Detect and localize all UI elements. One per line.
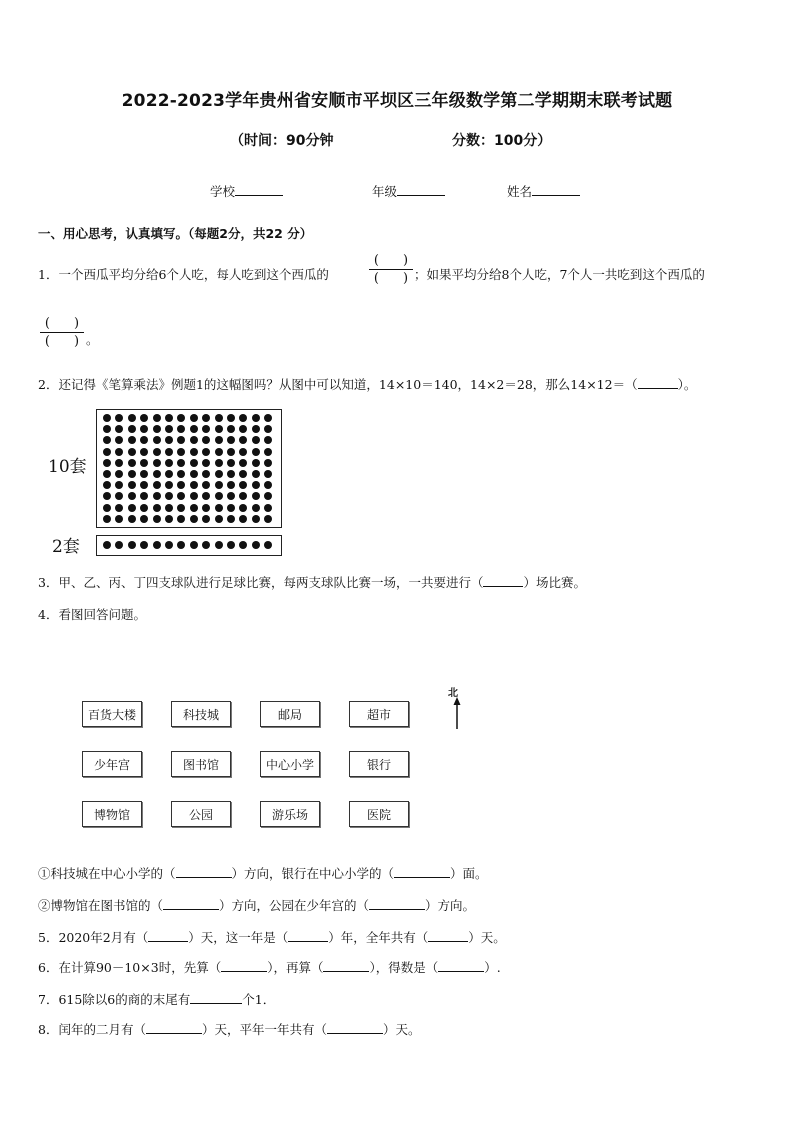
- dot: [215, 414, 223, 422]
- answer-blank[interactable]: [483, 574, 523, 587]
- north-arrow-icon: [452, 697, 462, 731]
- dot: [140, 515, 148, 523]
- dot: [103, 504, 111, 512]
- dot: [140, 470, 148, 478]
- dot: [115, 459, 123, 467]
- dot: [215, 504, 223, 512]
- dot: [128, 481, 136, 489]
- question-3-end: ）场比赛。: [523, 575, 586, 590]
- name-blank[interactable]: [532, 183, 580, 196]
- dot: [128, 492, 136, 500]
- dot: [103, 541, 111, 549]
- answer-blank[interactable]: [190, 991, 242, 1004]
- dot: [140, 414, 148, 422]
- dot: [140, 541, 148, 549]
- dot: [215, 459, 223, 467]
- dot: [165, 541, 173, 549]
- dot: [190, 414, 198, 422]
- name-label: 姓名: [507, 184, 533, 199]
- dot: [264, 481, 272, 489]
- dot: [140, 448, 148, 456]
- text: ）年，全年共有（: [328, 930, 429, 945]
- dot: [227, 504, 235, 512]
- question-8: [38, 1020, 421, 1038]
- dot: [115, 515, 123, 523]
- school-label: 学校: [210, 184, 236, 199]
- dot: [190, 448, 198, 456]
- map-location: 游乐场: [260, 801, 320, 827]
- question-4-sub-1: [38, 864, 488, 882]
- dot: [103, 492, 111, 500]
- text: ）.: [484, 960, 501, 975]
- dot: [264, 459, 272, 467]
- dot: [153, 459, 161, 467]
- dot: [153, 414, 161, 422]
- dot: [165, 448, 173, 456]
- text: 8．闰年的二月有（: [38, 1022, 146, 1037]
- dot: [103, 459, 111, 467]
- question-2-text: 2．还记得《笔算乘法》例题1的这幅图吗？从图中可以知道，14×10＝140，14×2＝28，那么14×12＝（: [38, 377, 638, 392]
- dot: [153, 425, 161, 433]
- dot: [227, 492, 235, 500]
- dot: [202, 470, 210, 478]
- dot: [215, 436, 223, 444]
- dot: [252, 425, 260, 433]
- dot: [103, 436, 111, 444]
- dot: [177, 436, 185, 444]
- dot: [215, 492, 223, 500]
- question-1-part2: ；如果平均分给8个人吃，7个人一共吃到这个西瓜的: [414, 267, 705, 282]
- dot: [190, 481, 198, 489]
- dot: [227, 541, 235, 549]
- dot: [252, 541, 260, 549]
- answer-blank[interactable]: [327, 1021, 383, 1034]
- dot: [128, 504, 136, 512]
- question-4-sub-2: [38, 896, 475, 914]
- map-location: 医院: [349, 801, 409, 827]
- dot: [177, 425, 185, 433]
- dot: [202, 425, 210, 433]
- dot: [227, 515, 235, 523]
- dot: [153, 436, 161, 444]
- grade-label: 年级: [372, 184, 398, 199]
- fraction-answer-1[interactable]: [369, 252, 413, 287]
- text: ）面。: [450, 866, 488, 881]
- dot: [239, 492, 247, 500]
- dot: [215, 515, 223, 523]
- dot: [128, 414, 136, 422]
- dot: [190, 436, 198, 444]
- dot: [227, 448, 235, 456]
- dot: [177, 504, 185, 512]
- dot-grid: [103, 541, 276, 552]
- dot: [177, 414, 185, 422]
- dot: [190, 504, 198, 512]
- question-2-end: ）。: [677, 377, 697, 392]
- dot: [190, 425, 198, 433]
- dot-array-10-rows: [96, 409, 282, 528]
- dot: [115, 470, 123, 478]
- dot: [227, 481, 235, 489]
- dot: [202, 448, 210, 456]
- dot: [227, 470, 235, 478]
- dot: [239, 448, 247, 456]
- dot: [215, 541, 223, 549]
- dot: [190, 459, 198, 467]
- dot: [239, 459, 247, 467]
- dot: [239, 481, 247, 489]
- dot: [202, 481, 210, 489]
- dot: [140, 492, 148, 500]
- grade-field: [372, 182, 445, 200]
- dot: [153, 541, 161, 549]
- dot: [165, 414, 173, 422]
- dot: [177, 492, 185, 500]
- question-1-end: 。: [86, 332, 99, 347]
- dot: [177, 481, 185, 489]
- dot: [115, 448, 123, 456]
- page-title: 2022-2023学年贵州省安顺市平坝区三年级数学第二学期期末联考试题: [121, 91, 673, 111]
- dot: [264, 541, 272, 549]
- dot: [190, 515, 198, 523]
- text: ），再算（: [267, 960, 324, 975]
- text: ）天。: [382, 1022, 421, 1037]
- map-location: 中心小学: [260, 751, 320, 777]
- dot: [239, 470, 247, 478]
- text: ）方向。: [425, 898, 476, 913]
- dot: [128, 515, 136, 523]
- dot: [103, 448, 111, 456]
- text: ）天，平年一年共有（: [201, 1022, 327, 1037]
- dot: [264, 504, 272, 512]
- map-location: 图书馆: [171, 751, 231, 777]
- map-location: 超市: [349, 701, 409, 727]
- dot: [165, 436, 173, 444]
- label-2-sets: 2套: [52, 537, 80, 557]
- question-3: [38, 573, 586, 591]
- text: ②博物馆在图书馆的（: [38, 898, 164, 913]
- dot: [264, 515, 272, 523]
- text: 7．615除以6的商的末尾有: [38, 992, 191, 1007]
- school-blank[interactable]: [235, 183, 283, 196]
- fraction-numerator: ( ): [369, 252, 413, 270]
- dot: [252, 470, 260, 478]
- dot: [165, 470, 173, 478]
- dot: [165, 459, 173, 467]
- dot: [215, 425, 223, 433]
- dot: [202, 541, 210, 549]
- text: 6．在计算90－10×3时，先算（: [38, 960, 222, 975]
- dot: [128, 448, 136, 456]
- dot: [140, 504, 148, 512]
- dot: [165, 515, 173, 523]
- dot: [227, 414, 235, 422]
- dot: [264, 470, 272, 478]
- name-field: [507, 182, 580, 200]
- grade-blank[interactable]: [397, 183, 445, 196]
- question-5: [38, 928, 506, 946]
- text: ）天。: [468, 930, 506, 945]
- answer-blank[interactable]: [394, 865, 450, 878]
- dot: [202, 414, 210, 422]
- dot: [252, 448, 260, 456]
- dot: [153, 515, 161, 523]
- answer-blank[interactable]: [288, 929, 328, 942]
- dot: [239, 425, 247, 433]
- dot: [202, 504, 210, 512]
- answer-blank[interactable]: [163, 897, 219, 910]
- dot: [103, 425, 111, 433]
- dot: [128, 459, 136, 467]
- map-location: 邮局: [260, 701, 320, 727]
- map-location: 公园: [171, 801, 231, 827]
- dot: [128, 541, 136, 549]
- dot: [252, 459, 260, 467]
- dot: [115, 414, 123, 422]
- label-10-sets: 10套: [48, 457, 87, 477]
- dot-grid: [103, 414, 276, 526]
- dot: [115, 436, 123, 444]
- question-7: [38, 990, 275, 1008]
- dot: [252, 504, 260, 512]
- dot: [264, 414, 272, 422]
- dot: [239, 414, 247, 422]
- dot: [140, 436, 148, 444]
- answer-blank[interactable]: [148, 929, 188, 942]
- fraction-denominator: ( ): [44, 334, 80, 349]
- dot: [215, 470, 223, 478]
- answer-blank[interactable]: [323, 959, 369, 972]
- dot: [202, 515, 210, 523]
- dot: [103, 481, 111, 489]
- exam-time: （时间：90分钟: [230, 133, 334, 149]
- dot: [165, 481, 173, 489]
- answer-blank[interactable]: [428, 929, 468, 942]
- fraction-denominator: ( ): [373, 271, 409, 286]
- question-3-text: 3．甲、乙、丙、丁四支球队进行足球比赛，每两支球队比赛一场，一共要进行（: [38, 575, 484, 590]
- dot: [190, 541, 198, 549]
- dot: [153, 481, 161, 489]
- dot: [140, 459, 148, 467]
- dot: [227, 436, 235, 444]
- section-heading: 一、用心思考，认真填写。（每题2分，共22 分）: [38, 226, 313, 241]
- exam-score: 分数：100分）: [452, 133, 552, 149]
- fraction-answer-2[interactable]: [40, 315, 84, 350]
- dot: [103, 470, 111, 478]
- dot: [103, 414, 111, 422]
- dot: [227, 425, 235, 433]
- dot: [239, 515, 247, 523]
- dot: [252, 414, 260, 422]
- map-location: 少年宫: [82, 751, 142, 777]
- question-1-part1: 1．一个西瓜平均分给6个人吃，每人吃到这个西瓜的: [38, 267, 329, 282]
- dot: [140, 425, 148, 433]
- dot: [264, 436, 272, 444]
- dot: [202, 492, 210, 500]
- answer-blank[interactable]: [638, 376, 678, 389]
- dot: [115, 504, 123, 512]
- dot: [202, 436, 210, 444]
- dot: [153, 470, 161, 478]
- answer-blank[interactable]: [176, 865, 232, 878]
- dot: [153, 492, 161, 500]
- dot: [103, 515, 111, 523]
- dot: [115, 492, 123, 500]
- dot: [252, 436, 260, 444]
- dot: [239, 504, 247, 512]
- dot: [264, 492, 272, 500]
- dot: [239, 436, 247, 444]
- dot: [153, 504, 161, 512]
- fraction-numerator: ( ): [40, 315, 84, 333]
- text: ），得数是（: [369, 960, 439, 975]
- dot: [115, 541, 123, 549]
- dot: [227, 459, 235, 467]
- dot: [215, 481, 223, 489]
- question-4: 4．看图回答问题。: [38, 607, 146, 622]
- text: ①科技城在中心小学的（: [38, 866, 176, 881]
- dot: [165, 504, 173, 512]
- dot: [128, 425, 136, 433]
- dot: [264, 448, 272, 456]
- dot: [202, 459, 210, 467]
- dot: [252, 492, 260, 500]
- dot: [128, 436, 136, 444]
- question-2: [38, 375, 696, 393]
- dot: [190, 492, 198, 500]
- question-6: [38, 958, 501, 976]
- dot: [177, 470, 185, 478]
- dot: [115, 425, 123, 433]
- dot: [153, 448, 161, 456]
- dot: [140, 481, 148, 489]
- dot: [165, 425, 173, 433]
- dot: [264, 425, 272, 433]
- map-location: 百货大楼: [82, 701, 142, 727]
- answer-blank[interactable]: [438, 959, 484, 972]
- school-field: [210, 182, 283, 200]
- dot: [190, 470, 198, 478]
- dot: [128, 470, 136, 478]
- dot: [177, 515, 185, 523]
- answer-blank[interactable]: [146, 1021, 202, 1034]
- text: 5．2020年2月有（: [38, 930, 149, 945]
- dot: [177, 541, 185, 549]
- text: 个1．: [242, 992, 276, 1007]
- answer-blank[interactable]: [369, 897, 425, 910]
- map-location: 银行: [349, 751, 409, 777]
- dot: [165, 492, 173, 500]
- dot: [177, 459, 185, 467]
- dot: [239, 541, 247, 549]
- map-location: 博物馆: [82, 801, 142, 827]
- map-location: 科技城: [171, 701, 231, 727]
- dot: [177, 448, 185, 456]
- dot: [252, 481, 260, 489]
- dot-array-2-rows: [96, 535, 282, 556]
- text: ）方向，银行在中心小学的（: [231, 866, 395, 881]
- dot: [115, 481, 123, 489]
- north-label: 北: [448, 688, 458, 699]
- text: ）天，这一年是（: [188, 930, 289, 945]
- dot: [252, 515, 260, 523]
- answer-blank[interactable]: [221, 959, 267, 972]
- dot: [215, 448, 223, 456]
- text: ）方向，公园在少年宫的（: [219, 898, 370, 913]
